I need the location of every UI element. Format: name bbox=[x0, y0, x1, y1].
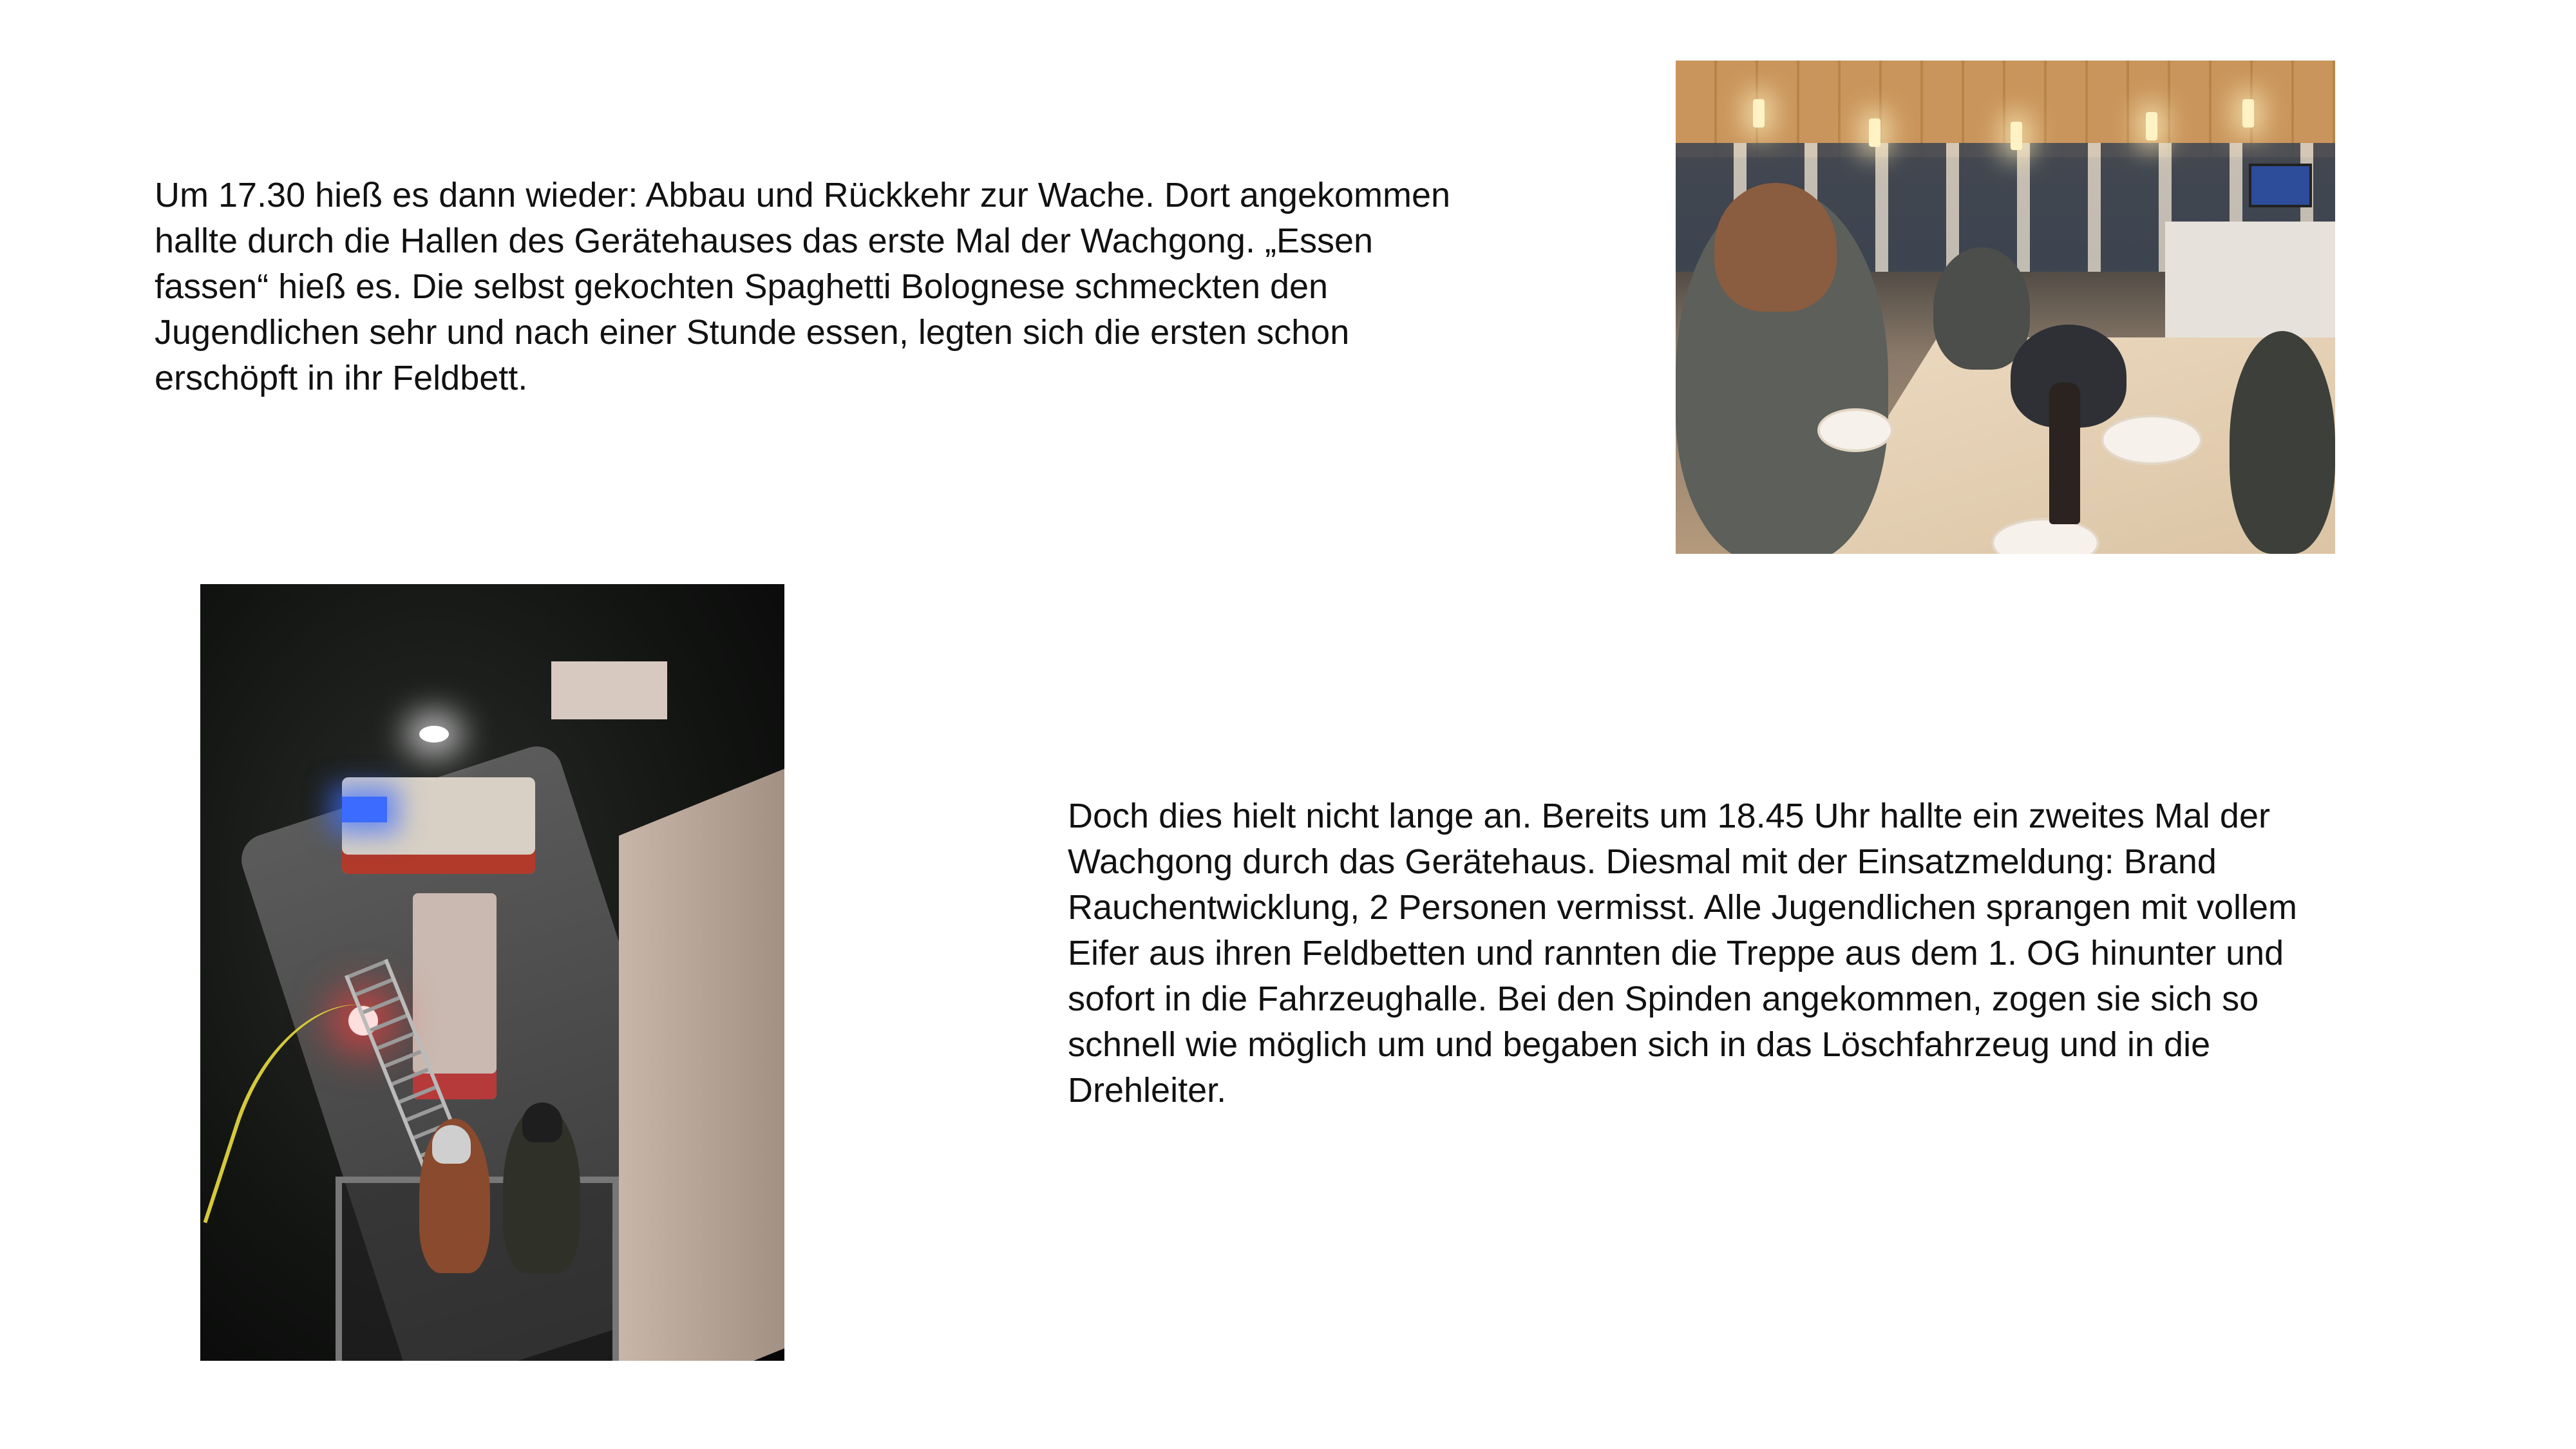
photo-building bbox=[619, 757, 784, 1361]
paragraph-dinner bbox=[155, 173, 1450, 401]
fire-truck-icon bbox=[342, 777, 535, 874]
person-shape bbox=[2230, 331, 2335, 554]
lamp-icon bbox=[1869, 118, 1880, 147]
lamp-icon bbox=[1753, 99, 1765, 128]
helmet-icon bbox=[432, 1125, 471, 1164]
plate-icon bbox=[2101, 415, 2202, 465]
text-line: Rauchentwicklung, 2 Personen vermisst. Alle Jugendlichen sprangen mit vollem bbox=[1068, 888, 2297, 927]
photo-fire-truck-night bbox=[200, 584, 784, 1361]
paragraph-alarm bbox=[1068, 793, 2297, 1113]
lamp-icon bbox=[2011, 122, 2022, 150]
photo-hut bbox=[551, 661, 667, 719]
photo-dining-room bbox=[1676, 61, 2335, 554]
helmet-icon bbox=[522, 1103, 562, 1142]
text-line: Um 17.30 hieß es dann wieder: Abbau und Rückkehr zur Wache. Dort angekommen bbox=[155, 176, 1451, 214]
blue-light-icon bbox=[342, 797, 387, 822]
lamp-icon bbox=[2242, 99, 2254, 128]
text-line: sofort in die Fahrzeughalle. Bei den Spinden angekommen, zogen sie sich so bbox=[1068, 980, 2259, 1018]
text-line: hallte durch die Hallen des Gerätehauses das erste Mal der Wachgong. „Essen bbox=[155, 222, 1374, 260]
text-line: Wachgong durch das Gerätehaus. Diesmal mit der Einsatzmeldung: Brand bbox=[1068, 842, 2217, 881]
bottle-icon bbox=[2049, 383, 2080, 524]
text-line: Doch dies hielt nicht lange an. Bereits um 18.45 Uhr hallte ein zweites Mal der bbox=[1068, 797, 2270, 835]
floodlight-icon bbox=[419, 726, 449, 743]
text-line: Jugendlichen sehr und nach einer Stunde essen, legten sich die ersten schon bbox=[155, 313, 1350, 352]
text-line: erschöpft in ihr Feldbett. bbox=[155, 359, 528, 397]
person-head-shape bbox=[1714, 183, 1837, 312]
text-line: schnell wie möglich um und begaben sich in das Löschfahrzeug und in die bbox=[1068, 1025, 2211, 1064]
text-line: Drehleiter. bbox=[1068, 1071, 1227, 1110]
text-line: Eifer aus ihren Feldbetten und rannten die Treppe aus dem 1. OG hinunter und bbox=[1068, 934, 2284, 972]
tv-icon bbox=[2249, 164, 2312, 207]
person-shape bbox=[1933, 247, 2030, 370]
lamp-icon bbox=[2146, 112, 2157, 140]
text-line: fassen“ hieß es. Die selbst gekochten Spaghetti Bolognese schmeckten den bbox=[155, 267, 1329, 306]
plate-icon bbox=[1817, 408, 1893, 452]
